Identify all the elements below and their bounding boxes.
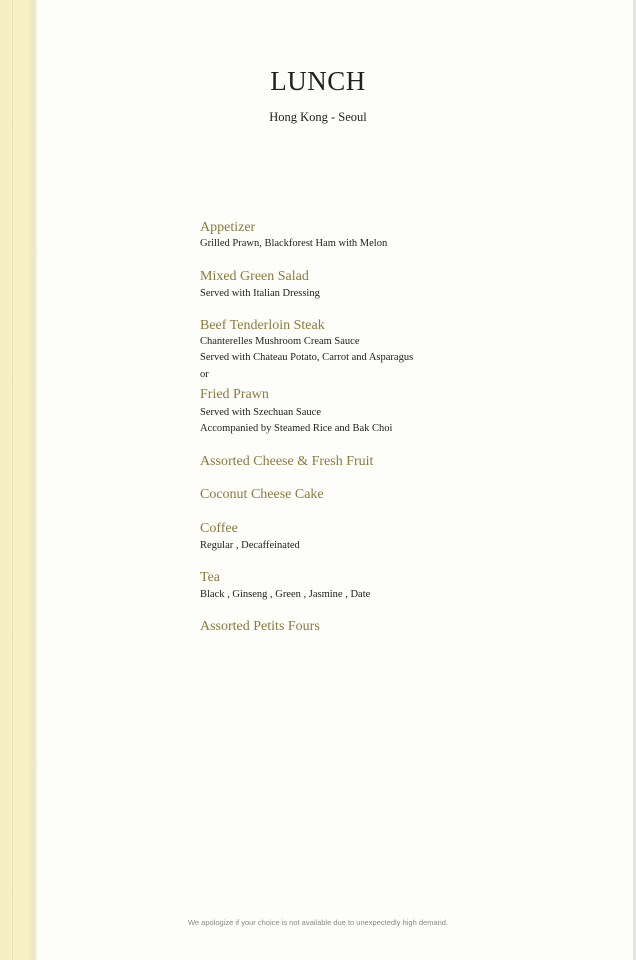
- coffee-heading: Coffee: [200, 521, 238, 536]
- route-subtitle: Hong Kong - Seoul: [269, 110, 367, 124]
- page-binding-edge: [0, 0, 38, 960]
- steak-description-sauce: Chanterelles Mushroom Cream Sauce: [200, 336, 360, 347]
- prawn-description-sauce: Served with Szechuan Sauce: [200, 407, 322, 418]
- binding-line: [12, 0, 13, 960]
- coffee-description: Regular , Decaffeinated: [200, 540, 300, 551]
- menu-title: LUNCH: [270, 66, 366, 96]
- petits-fours-heading: Assorted Petits Fours: [200, 619, 320, 634]
- cheese-cake-heading: Coconut Cheese Cake: [200, 487, 324, 502]
- tea-description: Black , Ginseng , Green , Jasmine , Date: [200, 589, 371, 600]
- appetizer-description: Grilled Prawn, Blackforest Ham with Melon: [200, 238, 388, 249]
- or-separator: or: [200, 369, 209, 380]
- appetizer-heading: Appetizer: [200, 220, 256, 235]
- steak-description-sides: Served with Chateau Potato, Carrot and Asparagus: [200, 352, 414, 363]
- prawn-description-sides: Accompanied by Steamed Rice and Bak Choi: [200, 423, 393, 434]
- salad-description: Served with Italian Dressing: [200, 288, 320, 299]
- prawn-heading: Fried Prawn: [200, 387, 269, 402]
- salad-heading: Mixed Green Salad: [200, 269, 309, 284]
- steak-heading: Beef Tenderloin Steak: [200, 318, 325, 333]
- tea-heading: Tea: [200, 570, 221, 585]
- cheese-fruit-heading: Assorted Cheese & Fresh Fruit: [200, 454, 374, 469]
- availability-note: We apologize if your choice is not available due to unexpectedly high demand.: [187, 918, 449, 927]
